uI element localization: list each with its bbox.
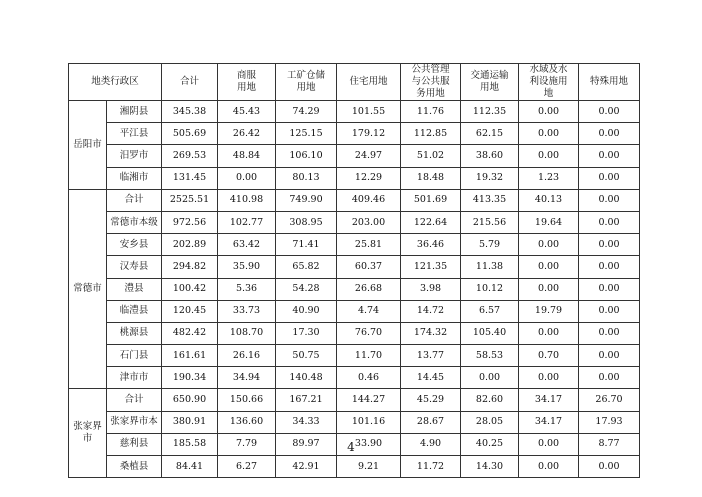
value-cell: 112.85 <box>401 123 461 145</box>
value-cell: 0.00 <box>579 278 640 300</box>
value-cell: 101.16 <box>337 411 401 433</box>
value-cell: 19.32 <box>461 167 519 189</box>
value-cell: 11.72 <box>401 456 461 478</box>
value-cell: 269.53 <box>162 145 218 167</box>
region-header: 地类行政区 <box>69 64 162 101</box>
value-cell: 89.97 <box>276 433 337 455</box>
value-cell: 17.93 <box>579 411 640 433</box>
value-cell: 65.82 <box>276 256 337 278</box>
value-cell: 6.27 <box>218 456 276 478</box>
county-name: 桑植县 <box>107 456 162 478</box>
value-cell: 82.60 <box>461 389 519 411</box>
value-cell: 2525.51 <box>162 189 218 211</box>
county-name: 津市市 <box>107 367 162 389</box>
column-header: 住宅用地 <box>337 64 401 101</box>
value-cell: 45.43 <box>218 101 276 123</box>
value-cell: 6.57 <box>461 300 519 322</box>
value-cell: 0.00 <box>579 345 640 367</box>
value-cell: 7.79 <box>218 433 276 455</box>
value-cell: 26.68 <box>337 278 401 300</box>
county-name: 湘阴县 <box>107 101 162 123</box>
county-name: 平江县 <box>107 123 162 145</box>
value-cell: 17.30 <box>276 322 337 344</box>
value-cell: 121.35 <box>401 256 461 278</box>
value-cell: 36.46 <box>401 234 461 256</box>
column-header: 交通运输 用地 <box>461 64 519 101</box>
table-row <box>69 211 640 233</box>
table-row <box>69 411 640 433</box>
value-cell: 9.21 <box>337 456 401 478</box>
value-cell: 120.45 <box>162 300 218 322</box>
value-cell: 63.42 <box>218 234 276 256</box>
value-cell: 185.58 <box>162 433 218 455</box>
value-cell: 0.00 <box>519 456 579 478</box>
column-header: 水域及水 利设施用 地 <box>519 64 579 101</box>
value-cell: 112.35 <box>461 101 519 123</box>
value-cell: 0.00 <box>519 278 579 300</box>
table-row <box>69 322 640 344</box>
value-cell: 179.12 <box>337 123 401 145</box>
column-header: 公共管理 与公共服 务用地 <box>401 64 461 101</box>
value-cell: 14.30 <box>461 456 519 478</box>
value-cell: 0.00 <box>519 123 579 145</box>
value-cell: 308.95 <box>276 211 337 233</box>
value-cell: 34.17 <box>519 389 579 411</box>
value-cell: 62.15 <box>461 123 519 145</box>
county-name: 桃源县 <box>107 322 162 344</box>
table-row <box>69 345 640 367</box>
value-cell: 0.00 <box>519 101 579 123</box>
column-header: 工矿仓储 用地 <box>276 64 337 101</box>
table-row <box>69 456 640 478</box>
county-name: 澧县 <box>107 278 162 300</box>
value-cell: 51.02 <box>401 145 461 167</box>
value-cell: 10.12 <box>461 278 519 300</box>
table-row <box>69 189 640 211</box>
table-row <box>69 256 640 278</box>
value-cell: 650.90 <box>162 389 218 411</box>
value-cell: 40.13 <box>519 189 579 211</box>
value-cell: 144.27 <box>337 389 401 411</box>
value-cell: 100.42 <box>162 278 218 300</box>
value-cell: 58.53 <box>461 345 519 367</box>
value-cell: 48.84 <box>218 145 276 167</box>
value-cell: 3.98 <box>401 278 461 300</box>
value-cell: 34.17 <box>519 411 579 433</box>
value-cell: 40.90 <box>276 300 337 322</box>
value-cell: 0.00 <box>519 322 579 344</box>
value-cell: 38.60 <box>461 145 519 167</box>
value-cell: 0.00 <box>218 167 276 189</box>
value-cell: 12.29 <box>337 167 401 189</box>
value-cell: 34.33 <box>276 411 337 433</box>
value-cell: 345.38 <box>162 101 218 123</box>
value-cell: 0.00 <box>579 123 640 145</box>
value-cell: 105.40 <box>461 322 519 344</box>
value-cell: 76.70 <box>337 322 401 344</box>
city-group-label: 张家界市 <box>69 389 107 478</box>
table-row <box>69 234 640 256</box>
value-cell: 34.94 <box>218 367 276 389</box>
header-row <box>69 64 640 101</box>
value-cell: 167.21 <box>276 389 337 411</box>
value-cell: 0.00 <box>579 145 640 167</box>
value-cell: 0.00 <box>461 367 519 389</box>
value-cell: 0.46 <box>337 367 401 389</box>
value-cell: 0.00 <box>579 101 640 123</box>
value-cell: 202.89 <box>162 234 218 256</box>
value-cell: 18.48 <box>401 167 461 189</box>
value-cell: 14.72 <box>401 300 461 322</box>
value-cell: 1.23 <box>519 167 579 189</box>
value-cell: 101.55 <box>337 101 401 123</box>
value-cell: 136.60 <box>218 411 276 433</box>
value-cell: 161.61 <box>162 345 218 367</box>
value-cell: 215.56 <box>461 211 519 233</box>
value-cell: 0.00 <box>579 456 640 478</box>
value-cell: 0.00 <box>579 322 640 344</box>
value-cell: 0.70 <box>519 345 579 367</box>
value-cell: 74.29 <box>276 101 337 123</box>
value-cell: 0.00 <box>579 234 640 256</box>
column-header: 特殊用地 <box>579 64 640 101</box>
value-cell: 125.15 <box>276 123 337 145</box>
value-cell: 0.00 <box>519 145 579 167</box>
value-cell: 4.74 <box>337 300 401 322</box>
value-cell: 84.41 <box>162 456 218 478</box>
table-row <box>69 278 640 300</box>
value-cell: 380.91 <box>162 411 218 433</box>
value-cell: 0.00 <box>579 211 640 233</box>
value-cell: 0.00 <box>519 256 579 278</box>
value-cell: 0.00 <box>579 167 640 189</box>
value-cell: 0.00 <box>579 367 640 389</box>
value-cell: 106.10 <box>276 145 337 167</box>
city-group-label: 常德市 <box>69 189 107 389</box>
table-row <box>69 145 640 167</box>
value-cell: 25.81 <box>337 234 401 256</box>
value-cell: 102.77 <box>218 211 276 233</box>
table-row <box>69 389 640 411</box>
value-cell: 410.98 <box>218 189 276 211</box>
value-cell: 40.25 <box>461 433 519 455</box>
city-group-label: 岳阳市 <box>69 101 107 190</box>
value-cell: 108.70 <box>218 322 276 344</box>
value-cell: 45.29 <box>401 389 461 411</box>
value-cell: 33.73 <box>218 300 276 322</box>
value-cell: 0.00 <box>519 234 579 256</box>
value-cell: 482.42 <box>162 322 218 344</box>
value-cell: 140.48 <box>276 367 337 389</box>
value-cell: 60.37 <box>337 256 401 278</box>
value-cell: 50.75 <box>276 345 337 367</box>
value-cell: 131.45 <box>162 167 218 189</box>
value-cell: 413.35 <box>461 189 519 211</box>
land-use-table <box>68 63 640 478</box>
table-row <box>69 167 640 189</box>
value-cell: 11.76 <box>401 101 461 123</box>
value-cell: 33.90 <box>337 433 401 455</box>
table-row <box>69 367 640 389</box>
value-cell: 0.00 <box>519 433 579 455</box>
value-cell: 14.45 <box>401 367 461 389</box>
value-cell: 35.90 <box>218 256 276 278</box>
value-cell: 5.79 <box>461 234 519 256</box>
value-cell: 26.42 <box>218 123 276 145</box>
value-cell: 190.34 <box>162 367 218 389</box>
value-cell: 122.64 <box>401 211 461 233</box>
value-cell: 19.64 <box>519 211 579 233</box>
value-cell: 26.70 <box>579 389 640 411</box>
value-cell: 19.79 <box>519 300 579 322</box>
value-cell: 294.82 <box>162 256 218 278</box>
value-cell: 24.97 <box>337 145 401 167</box>
value-cell: 5.36 <box>218 278 276 300</box>
value-cell: 0.00 <box>519 367 579 389</box>
value-cell: 11.70 <box>337 345 401 367</box>
table-row <box>69 123 640 145</box>
value-cell: 71.41 <box>276 234 337 256</box>
county-name: 张家界市本 <box>107 411 162 433</box>
value-cell: 13.77 <box>401 345 461 367</box>
value-cell: 26.16 <box>218 345 276 367</box>
value-cell: 972.56 <box>162 211 218 233</box>
value-cell: 28.67 <box>401 411 461 433</box>
county-name: 合计 <box>107 389 162 411</box>
value-cell: 0.00 <box>579 189 640 211</box>
county-name: 汨罗市 <box>107 145 162 167</box>
value-cell: 501.69 <box>401 189 461 211</box>
table-row <box>69 101 640 123</box>
value-cell: 8.77 <box>579 433 640 455</box>
county-name: 合计 <box>107 189 162 211</box>
county-name: 石门县 <box>107 345 162 367</box>
county-name: 安乡县 <box>107 234 162 256</box>
value-cell: 409.46 <box>337 189 401 211</box>
column-header: 合计 <box>162 64 218 101</box>
page-number: 4 <box>347 440 355 454</box>
value-cell: 80.13 <box>276 167 337 189</box>
value-cell: 28.05 <box>461 411 519 433</box>
table-row <box>69 300 640 322</box>
county-name: 常德市本级 <box>107 211 162 233</box>
value-cell: 0.00 <box>579 300 640 322</box>
county-name: 汉寿县 <box>107 256 162 278</box>
value-cell: 54.28 <box>276 278 337 300</box>
value-cell: 174.32 <box>401 322 461 344</box>
county-name: 慈利县 <box>107 433 162 455</box>
column-header: 商服 用地 <box>218 64 276 101</box>
value-cell: 0.00 <box>579 256 640 278</box>
value-cell: 203.00 <box>337 211 401 233</box>
county-name: 临澧县 <box>107 300 162 322</box>
county-name: 临湘市 <box>107 167 162 189</box>
value-cell: 4.90 <box>401 433 461 455</box>
value-cell: 11.38 <box>461 256 519 278</box>
value-cell: 505.69 <box>162 123 218 145</box>
value-cell: 42.91 <box>276 456 337 478</box>
value-cell: 749.90 <box>276 189 337 211</box>
value-cell: 150.66 <box>218 389 276 411</box>
